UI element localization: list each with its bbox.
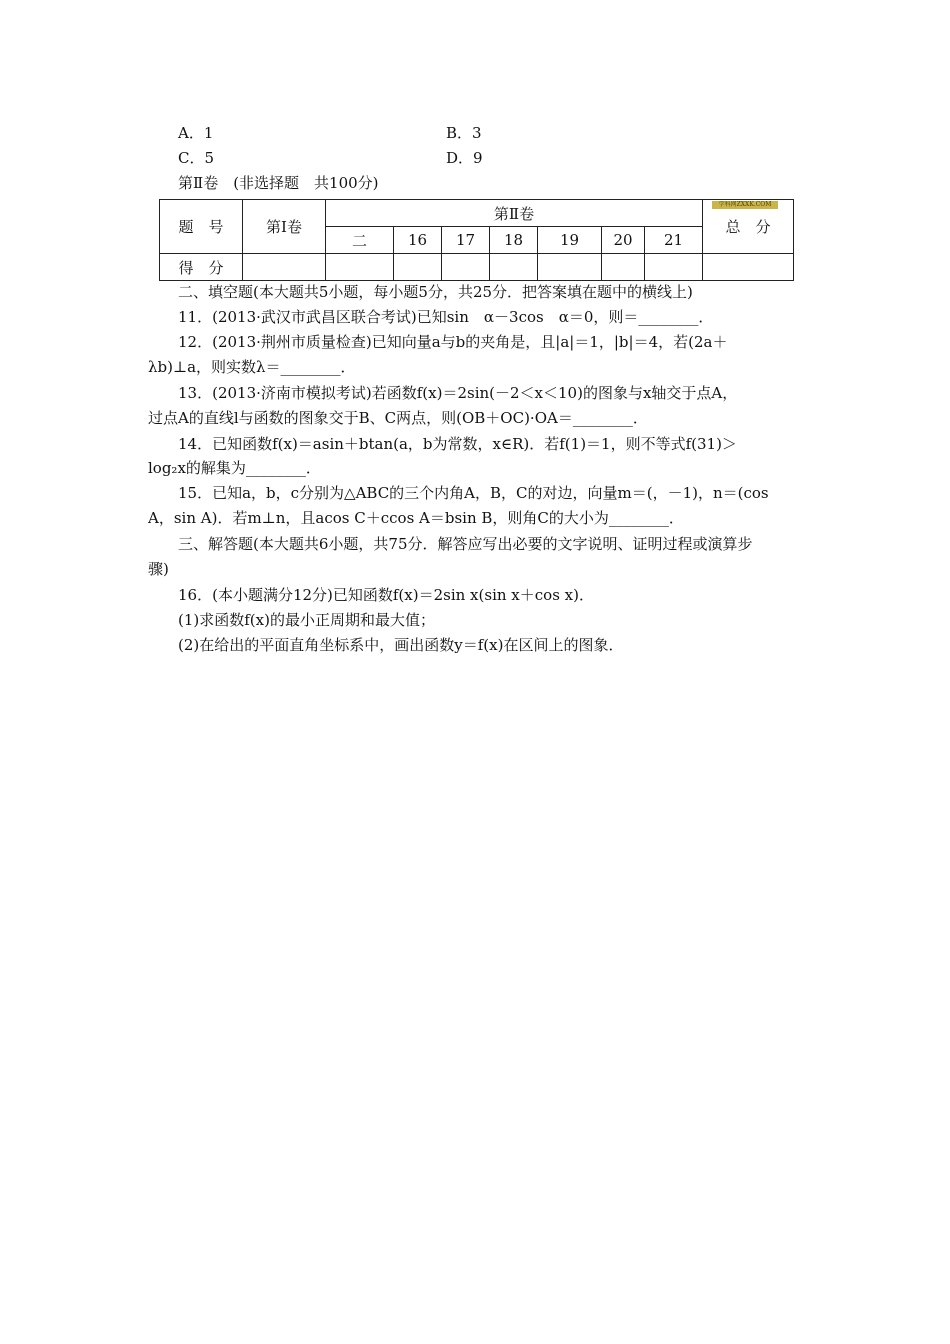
option-d: D．9 <box>446 149 483 167</box>
question-16-part2: (2)在给出的平面直角坐标系中，画出函数y＝f(x)在区间上的图象． <box>178 636 624 654</box>
question-16-part1: (1)求函数f(x)的最小正周期和最大值； <box>178 611 435 629</box>
score-table <box>159 199 794 281</box>
option-c: C．5 <box>178 149 215 167</box>
score-cell <box>538 254 602 281</box>
score-cell <box>326 254 394 281</box>
column-header: 二 <box>326 227 394 254</box>
row-label-score: 得 分 <box>160 254 243 281</box>
score-cell <box>394 254 442 281</box>
score-cell <box>645 254 703 281</box>
score-cell <box>442 254 490 281</box>
header-question: 题 号 <box>160 200 243 254</box>
header-total: 总 分 <box>703 200 794 254</box>
header-part1: 第Ⅰ卷 <box>243 200 326 254</box>
score-cell <box>490 254 538 281</box>
question-12-line1: 12．(2013·荆州市质量检查)已知向量a与b的夹角是，且|a|＝1，|b|＝4，若(2a＋ <box>178 333 728 351</box>
question-15-line1: 15．已知a，b，c分别为△ABC的三个内角A，B，C的对边，向量m＝(，－1)，n＝(cos <box>178 484 769 502</box>
question-14-line1: 14．已知函数f(x)＝asin＋btan(a，b为常数，x∈R)．若f(1)＝1，则不等式f(31)＞ <box>178 435 737 453</box>
watermark-logo: 学科网ZXXK.COM <box>712 201 778 209</box>
column-header: 21 <box>645 227 703 254</box>
part2-heading: 第Ⅱ卷 (非选择题 共100分) <box>178 174 379 192</box>
column-header: 16 <box>394 227 442 254</box>
question-16: 16．(本小题满分12分)已知函数f(x)＝2sin x(sin x＋cos x)． <box>178 586 594 604</box>
question-14-line2: log₂x的解集为________． <box>148 459 321 477</box>
score-cell <box>703 254 794 281</box>
column-header: 20 <box>602 227 645 254</box>
question-15-line2: A，sin A)．若m⊥n，且acos C＋ccos A＝bsin B，则角C的大小为________． <box>148 509 684 527</box>
score-cell <box>243 254 326 281</box>
section3-heading-line1: 三、解答题(本大题共6小题，共75分．解答应写出必要的文字说明、证明过程或演算步 <box>178 535 753 553</box>
option-a: A．1 <box>178 124 214 142</box>
column-header: 17 <box>442 227 490 254</box>
question-11: 11．(2013·武汉市武昌区联合考试)已知sin α－3cos α＝0，则＝________． <box>178 308 714 326</box>
option-b: B．3 <box>446 124 482 142</box>
header-part2: 第Ⅱ卷 <box>326 200 703 227</box>
section3-heading-line2: 骤) <box>148 560 169 578</box>
question-13-line2: 过点A的直线l与函数的图象交于B、C两点，则(OB＋OC)·OA＝________． <box>148 409 648 427</box>
question-13-line1: 13．(2013·济南市模拟考试)若函数f(x)＝2sin(－2＜x＜10)的图象与x轴交于点A， <box>178 384 738 402</box>
column-header: 19 <box>538 227 602 254</box>
column-header: 18 <box>490 227 538 254</box>
question-12-line2: λb)⊥a，则实数λ＝________． <box>148 358 356 376</box>
score-cell <box>602 254 645 281</box>
section2-heading: 二、填空题(本大题共5小题，每小题5分，共25分．把答案填在题中的横线上) <box>178 283 693 301</box>
